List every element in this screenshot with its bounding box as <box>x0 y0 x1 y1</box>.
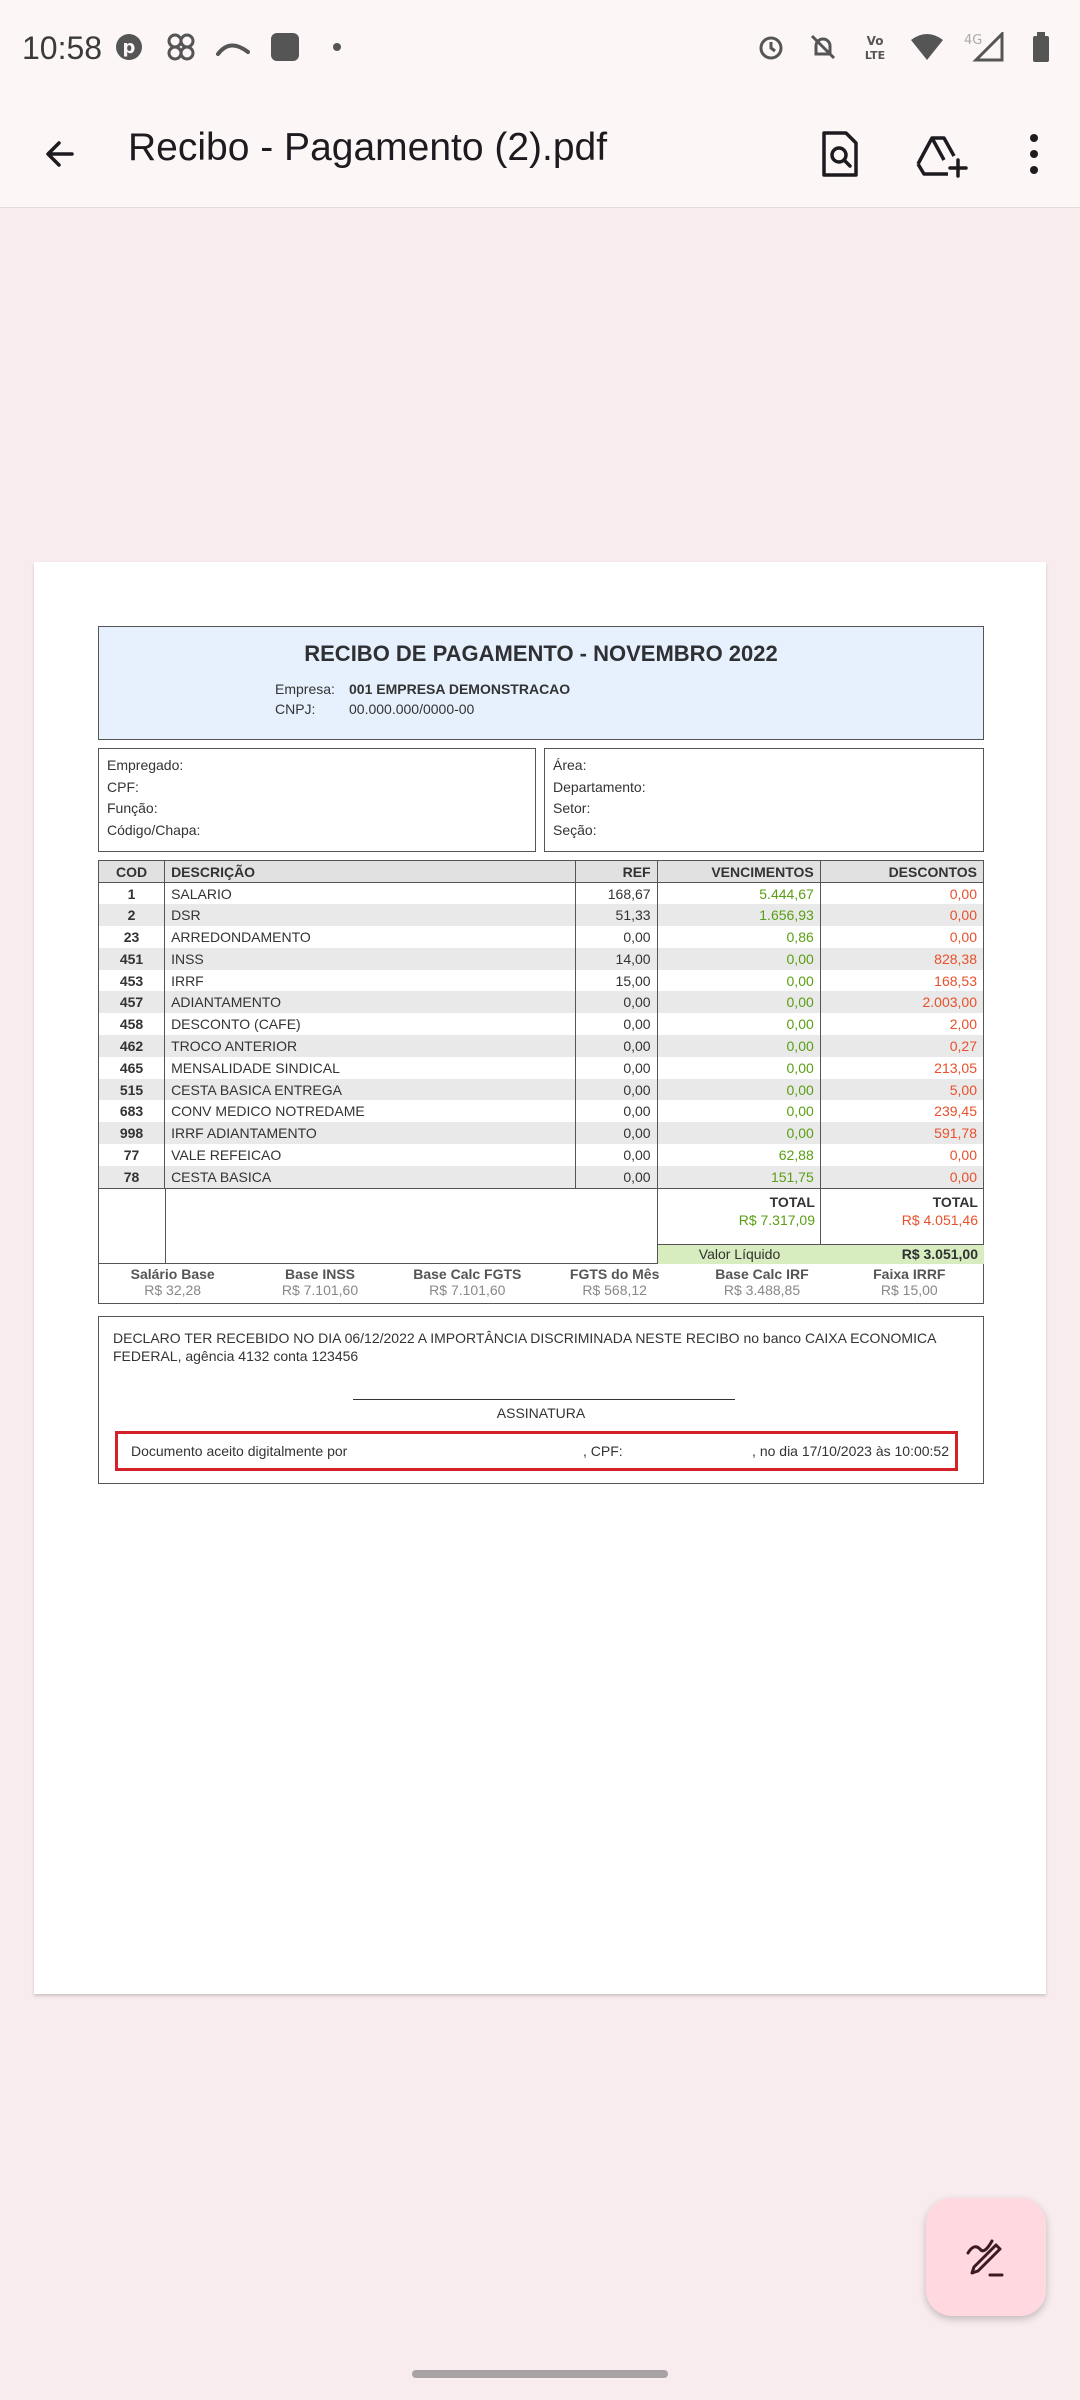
cell-ref: 0,00 <box>575 1035 657 1057</box>
cell-descontos: 0,00 <box>820 1166 983 1188</box>
cell-descontos: 0,00 <box>820 904 983 926</box>
cell-descricao: ARREDONDAMENTO <box>165 926 575 948</box>
col-descontos: DESCONTOS <box>820 861 983 883</box>
base-value: R$ 15,00 <box>880 1282 938 1298</box>
cell-descricao: VALE REFEICAO <box>165 1144 575 1166</box>
receipt-header <box>98 626 984 740</box>
svg-text:Vo: Vo <box>866 34 884 48</box>
table-row <box>99 1100 984 1122</box>
cell-descontos: 239,45 <box>820 1100 983 1122</box>
total-vencimentos-value: R$ 7.317,09 <box>738 1212 815 1228</box>
cell-descricao: ADIANTAMENTO <box>165 991 575 1013</box>
pinwheel-icon <box>164 30 198 64</box>
empresa-row <box>275 681 570 697</box>
signature-label: ASSINATURA <box>496 1405 586 1421</box>
cell-descricao: IRRF <box>165 970 575 992</box>
cell-descontos: 591,78 <box>820 1122 983 1144</box>
base-value: R$ 7.101,60 <box>429 1282 506 1298</box>
edit-pen-icon <box>962 2233 1010 2281</box>
cell-descricao: MENSALIDADE SINDICAL <box>165 1057 575 1079</box>
dot-icon <box>320 30 354 64</box>
signature-line <box>353 1399 735 1400</box>
cnpj-row <box>275 701 474 717</box>
cell-vencimentos: 0,00 <box>657 948 820 970</box>
table-row <box>99 883 984 905</box>
base-label: Faixa IRRF <box>873 1266 946 1282</box>
cnpj-value: 00.000.000/0000-00 <box>349 701 475 717</box>
total-label: TOTAL <box>769 1194 815 1210</box>
valor-liquido-value: R$ 3.051,00 <box>901 1246 978 1262</box>
accept-text-part2: , CPF: <box>583 1443 623 1459</box>
total-vencimentos <box>658 1193 821 1229</box>
pinterest-icon <box>112 30 146 64</box>
col-cod: COD <box>99 861 165 883</box>
base-value: R$ 7.101,60 <box>281 1282 359 1298</box>
cell-descontos: 0,00 <box>820 1144 983 1166</box>
table-row <box>99 1166 984 1188</box>
cell-ref: 0,00 <box>575 1144 657 1166</box>
items-table <box>98 860 984 1188</box>
more-options-icon <box>1024 132 1044 176</box>
employee-info <box>98 748 536 852</box>
cell-vencimentos: 0,00 <box>657 1122 820 1144</box>
cell-descricao: CONV MEDICO NOTREDAME <box>165 1100 575 1122</box>
table-row <box>99 1035 984 1057</box>
cell-vencimentos: 0,00 <box>657 1079 820 1101</box>
cell-cod: 515 <box>99 1079 165 1101</box>
cell-ref: 0,00 <box>575 1013 657 1035</box>
status-bar <box>0 0 1080 100</box>
cell-vencimentos: 62,88 <box>657 1144 820 1166</box>
table-row <box>99 904 984 926</box>
alarm-icon <box>754 30 788 64</box>
col-vencimentos: VENCIMENTOS <box>657 861 820 883</box>
cell-vencimentos: 0,00 <box>657 1013 820 1035</box>
base-item <box>99 1264 246 1303</box>
cell-descontos: 213,05 <box>820 1057 983 1079</box>
cell-cod: 77 <box>99 1144 165 1166</box>
base-label: Base Calc IRF <box>715 1266 809 1282</box>
info-field: Seção: <box>553 821 597 838</box>
document-title: Recibo - Pagamento (2).pdf <box>128 126 608 169</box>
info-field: CPF: <box>107 778 139 795</box>
cell-descontos: 0,27 <box>820 1035 983 1057</box>
cell-descricao: DESCONTO (CAFE) <box>165 1013 575 1035</box>
base-item <box>688 1264 835 1303</box>
cell-ref: 51,33 <box>575 904 657 926</box>
base-item <box>394 1264 541 1303</box>
table-row <box>99 1057 984 1079</box>
app-bar <box>0 100 1080 208</box>
cell-vencimentos: 0,00 <box>657 1100 820 1122</box>
cell-cod: 683 <box>99 1100 165 1122</box>
cell-ref: 15,00 <box>575 970 657 992</box>
cell-vencimentos: 1.656,93 <box>657 904 820 926</box>
cell-cod: 2 <box>99 904 165 926</box>
cell-ref: 0,00 <box>575 1079 657 1101</box>
cell-cod: 457 <box>99 991 165 1013</box>
cell-cod: 1 <box>99 883 165 905</box>
base-item <box>541 1264 688 1303</box>
digital-acceptance-box <box>115 1431 958 1471</box>
table-row <box>99 948 984 970</box>
cell-cod: 78 <box>99 1166 165 1188</box>
col-descricao: DESCRIÇÃO <box>165 861 575 883</box>
table-row <box>99 1144 984 1166</box>
info-field: Área: <box>553 757 587 773</box>
valor-liquido-row <box>658 1244 984 1264</box>
more-options-button[interactable] <box>1002 122 1066 186</box>
battery-icon <box>1024 30 1058 64</box>
total-descontos <box>821 1193 984 1229</box>
cell-descricao: INSS <box>165 948 575 970</box>
cell-cod: 462 <box>99 1035 165 1057</box>
cell-ref: 168,67 <box>575 883 657 905</box>
cell-vencimentos: 0,86 <box>657 926 820 948</box>
svg-text:LTE: LTE <box>864 49 886 62</box>
cell-ref: 0,00 <box>575 1122 657 1144</box>
cell-descontos: 828,38 <box>820 948 983 970</box>
cell-ref: 0,00 <box>575 926 657 948</box>
find-in-document-button[interactable] <box>808 122 872 186</box>
cell-vencimentos: 5.444,67 <box>657 883 820 905</box>
add-to-drive-icon <box>914 130 970 178</box>
declaration-text: DECLARO TER RECEBIDO NO DIA 06/12/2022 A IMPORTÂNCIA DISCRIMINADA NESTE RECIBO no banco CAIXA ECONOMICA FEDERAL, agência 4132 conta 123456 <box>113 1330 936 1364</box>
cell-cod: 23 <box>99 926 165 948</box>
total-label: TOTAL <box>932 1194 978 1210</box>
table-row <box>99 1013 984 1035</box>
base-label: FGTS do Mês <box>569 1266 660 1282</box>
edit-fab[interactable] <box>926 2198 1046 2316</box>
cell-ref: 0,00 <box>575 1057 657 1079</box>
cell-descontos: 168,53 <box>820 970 983 992</box>
info-field: Função: <box>107 800 158 816</box>
total-descontos-value: R$ 4.051,46 <box>901 1212 978 1228</box>
cell-cod: 451 <box>99 948 165 970</box>
accept-text-part3: , no dia 17/10/2023 às 10:00:52 <box>752 1443 949 1459</box>
cell-ref: 14,00 <box>575 948 657 970</box>
valor-liquido-label: Valor Líquido <box>698 1246 781 1262</box>
add-to-drive-button[interactable] <box>910 122 974 186</box>
cell-cod: 453 <box>99 970 165 992</box>
cell-vencimentos: 0,00 <box>657 991 820 1013</box>
cell-cod: 998 <box>99 1122 165 1144</box>
cell-ref: 0,00 <box>575 1166 657 1188</box>
cell-descricao: TROCO ANTERIOR <box>165 1035 575 1057</box>
cnpj-label: CNPJ: <box>275 701 316 717</box>
totals-area <box>98 1188 984 1264</box>
cell-vencimentos: 0,00 <box>657 1035 820 1057</box>
cell-cod: 458 <box>99 1013 165 1035</box>
back-button[interactable] <box>30 124 90 184</box>
find-in-document-icon <box>818 130 862 178</box>
empresa-label: Empresa: <box>275 681 335 697</box>
table-row <box>99 926 984 948</box>
cell-descontos: 0,00 <box>820 926 983 948</box>
table-row <box>99 970 984 992</box>
bases-row <box>98 1264 984 1304</box>
empresa-value: 001 EMPRESA DEMONSTRACAO <box>349 681 571 697</box>
cell-descricao: SALARIO <box>165 883 575 905</box>
bell-off-icon <box>806 30 840 64</box>
pdf-page[interactable] <box>34 562 1046 1994</box>
table-row <box>99 1122 984 1144</box>
base-label: Base INSS <box>284 1266 356 1282</box>
table-row <box>99 991 984 1013</box>
base-value: R$ 3.488,85 <box>723 1282 801 1298</box>
cell-descontos: 5,00 <box>820 1079 983 1101</box>
status-time: 10:58 <box>22 30 103 66</box>
declaration-box <box>98 1316 984 1484</box>
cell-ref: 0,00 <box>575 1100 657 1122</box>
back-arrow-icon <box>40 134 80 174</box>
base-value: R$ 568,12 <box>582 1282 647 1298</box>
info-field: Departamento: <box>553 778 646 795</box>
info-field: Empregado: <box>107 757 184 773</box>
cell-descricao: DSR <box>165 904 575 926</box>
base-item <box>246 1264 393 1303</box>
cell-vencimentos: 0,00 <box>657 1057 820 1079</box>
table-row <box>99 1079 984 1101</box>
base-value: R$ 32,28 <box>144 1282 202 1298</box>
info-field: Setor: <box>553 800 591 816</box>
col-ref: REF <box>575 861 657 883</box>
svg-text:p: p <box>122 37 136 58</box>
volte-icon <box>858 30 892 64</box>
receipt-title: RECIBO DE PAGAMENTO - NOVEMBRO 2022 <box>304 641 778 666</box>
network-label: 4G <box>964 33 983 48</box>
gesture-nav-handle[interactable] <box>412 2370 668 2378</box>
cell-descontos: 2.003,00 <box>820 991 983 1013</box>
cell-descontos: 0,00 <box>820 883 983 905</box>
cell-vencimentos: 151,75 <box>657 1166 820 1188</box>
info-field: Código/Chapa: <box>107 821 201 838</box>
cell-vencimentos: 0,00 <box>657 970 820 992</box>
base-label: Salário Base <box>130 1266 215 1282</box>
wifi-icon <box>910 30 944 64</box>
app-icon <box>268 30 302 64</box>
cell-descricao: CESTA BASICA ENTREGA <box>165 1079 575 1101</box>
cell-descricao: IRRF ADIANTAMENTO <box>165 1122 575 1144</box>
accept-text-part1: Documento aceito digitalmente por <box>131 1443 348 1459</box>
signal-icon <box>962 30 1006 64</box>
cell-descricao: CESTA BASICA <box>165 1166 575 1188</box>
base-item <box>836 1264 983 1303</box>
cell-cod: 465 <box>99 1057 165 1079</box>
base-label: Base Calc FGTS <box>413 1266 522 1282</box>
swoosh-icon <box>216 30 250 64</box>
cell-ref: 0,00 <box>575 991 657 1013</box>
cell-descontos: 2,00 <box>820 1013 983 1035</box>
table-header-row <box>99 861 984 883</box>
department-info <box>544 748 984 852</box>
